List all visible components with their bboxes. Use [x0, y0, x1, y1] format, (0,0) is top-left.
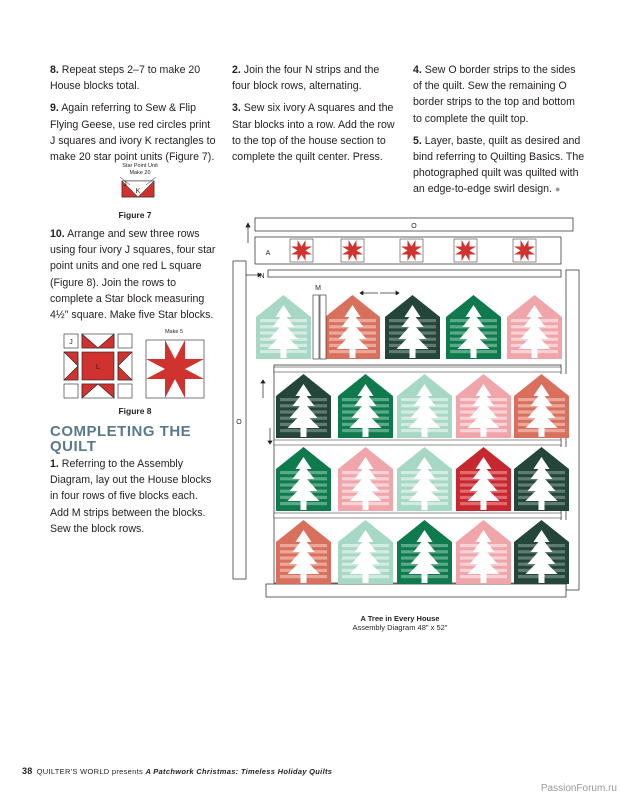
house-block — [276, 374, 331, 438]
house-block — [338, 447, 393, 511]
house-block — [385, 295, 440, 359]
house-block — [276, 447, 331, 511]
footer-book-title: A Patchwork Christmas: Timeless Holiday Quilts — [145, 767, 333, 776]
step-4-text: Sew O border strips to the sides of the quilt. Sew the remaining O border strips to the top and bottom to complete the quilt top. — [413, 64, 576, 125]
step-5-number: 5. — [413, 134, 422, 147]
watermark: PassionForum.ru — [540, 783, 617, 794]
fig8-make-label: Make 5 — [164, 329, 184, 335]
house-block — [256, 295, 311, 359]
house-block — [338, 374, 393, 438]
completing-step-1 — [50, 456, 218, 537]
house-block — [397, 447, 452, 511]
step-10-block — [50, 226, 218, 329]
n-strip — [274, 367, 561, 372]
completing-step-1-text: Referring to the Assembly Diagram, lay out the House blocks in four rows of five blocks each. Add M strips between the blocks. Sew the block rows. — [50, 458, 212, 535]
house-block — [507, 295, 562, 359]
house-block — [456, 447, 511, 511]
house-block — [338, 520, 393, 584]
step-9-number: 9. — [50, 102, 59, 115]
m-strip — [313, 295, 319, 359]
completing-step-1-number: 1. — [50, 458, 59, 470]
bottom-o-border — [266, 584, 566, 597]
step-8-number: 8. — [50, 64, 59, 76]
star-block — [513, 239, 536, 262]
o-top-label: O — [411, 223, 417, 230]
house-block — [325, 295, 380, 359]
figure-7-star-point-unit — [118, 177, 158, 199]
figure-8-star-block-layout — [62, 332, 134, 400]
n-strip — [274, 513, 561, 518]
assembly-diagram — [228, 213, 584, 607]
step-2-text: Join the four N strips and the four block rows, alternating. — [232, 64, 380, 93]
step-10-text: Arrange and sew three rows using four ivory J squares, four star point units and one red L square (Figure 8). Join the rows to complete a Star block measuring 4½" square. Make five Star blocks. — [50, 228, 216, 322]
fig8-j-label: J — [69, 339, 73, 346]
house-block — [514, 374, 569, 438]
house-block — [514, 447, 569, 511]
fig7-make-label: Make 20 — [129, 170, 151, 176]
diagram-subtitle: Assembly Diagram 48" x 52" — [352, 623, 448, 632]
n-strip-top — [268, 270, 561, 277]
step-3-text: Sew six ivory A squares and the Star blocks into a row. Add the row to the top of the house section to complete the quilt center. Press. — [232, 102, 395, 164]
fig7-j-label: J — [123, 181, 127, 188]
step-2-number: 2. — [232, 64, 241, 76]
fig7-unit-label: Star Point Unit — [122, 163, 158, 169]
column-1 — [50, 62, 218, 171]
step-3-number: 3. — [232, 102, 241, 115]
figure-8-caption: Figure 8 — [118, 406, 152, 416]
step-9-text: Again referring to Sew & Flip Flying Geese, use red circles print J squares and ivory K rectangles to make 20 star point units (Figure 7). — [50, 102, 216, 164]
star-block — [454, 239, 477, 262]
page-number: 38 — [22, 766, 33, 776]
house-block — [456, 374, 511, 438]
fig7-k-label: K — [135, 188, 141, 195]
step-5-text: Layer, baste, quilt as desired and bind referring to Quilting Basics. The photographed quilt was quilted with an edge-to-edge swirl design. — [413, 134, 585, 196]
step-8-text: Repeat steps 2–7 to make 20 House blocks total. — [50, 64, 201, 93]
house-block — [276, 520, 331, 584]
fig8-l-label: L — [96, 364, 100, 371]
section-heading-line-2: QUILT — [50, 438, 97, 455]
column-2 — [232, 62, 398, 171]
a-label: A — [265, 250, 271, 257]
step-10 — [50, 226, 218, 323]
section-heading-line-1: COMPLETING THE — [50, 423, 192, 440]
step-4-number: 4. — [413, 64, 422, 76]
step-4 — [413, 62, 585, 127]
house-block — [397, 374, 452, 438]
house-block — [446, 295, 501, 359]
figure-7-caption: Figure 7 — [118, 210, 152, 220]
star-block — [400, 239, 423, 262]
o-side-label: O — [236, 419, 242, 426]
house-block — [397, 520, 452, 584]
footer-text: QUILTER'S WORLD presents — [36, 767, 146, 776]
n-label: N — [259, 273, 265, 280]
star-block — [290, 239, 313, 262]
m-strip — [320, 295, 326, 359]
step-5 — [413, 133, 585, 198]
step-2 — [232, 62, 398, 94]
step-10-number: 10. — [50, 228, 65, 240]
page-footer — [22, 766, 332, 776]
m-label: M — [315, 285, 321, 292]
column-3 — [413, 62, 585, 204]
diagram-title: A Tree in Every House — [360, 614, 440, 623]
house-block — [514, 520, 569, 584]
step-9 — [50, 100, 218, 165]
completing-step-1-block — [50, 456, 218, 543]
house-block — [456, 520, 511, 584]
step-8 — [50, 62, 218, 94]
star-block — [341, 239, 364, 262]
figure-8-finished-star-block — [145, 339, 205, 399]
end-mark-icon: ● — [554, 184, 561, 195]
n-strip — [274, 440, 561, 445]
step-3 — [232, 100, 398, 165]
